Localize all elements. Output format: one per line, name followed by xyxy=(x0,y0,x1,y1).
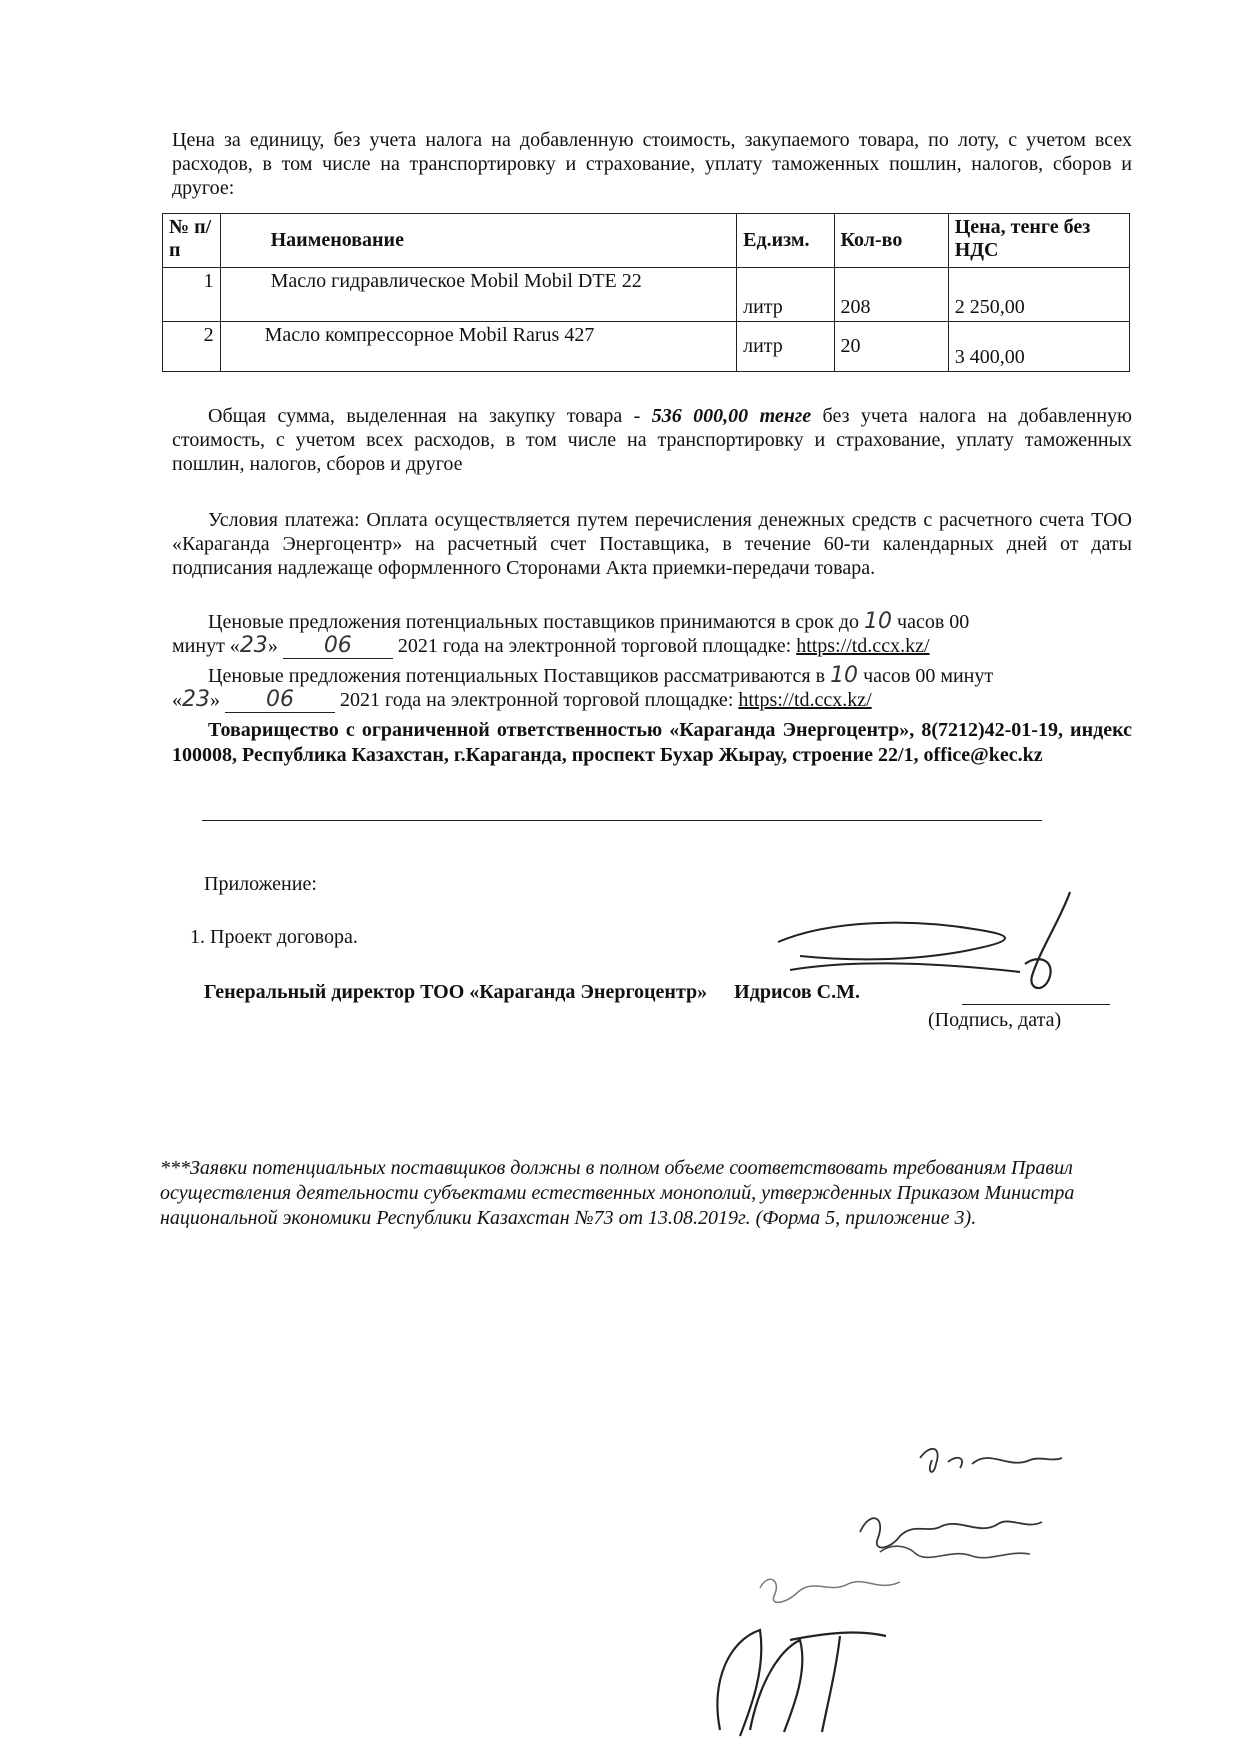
deadline-1-year-text: 2021 года на электронной торговой площадке: xyxy=(397,635,792,657)
deadline-2-month: 06 xyxy=(225,688,335,713)
deadline-1-hour-suffix: часов 00 xyxy=(897,611,970,633)
footnote: ***Заявки потенциальных поставщиков должны в полном объеме соответствовать требованиям Правил осуществления деятельности субъектами естественных монополий, утвержденных Приказом Министра национальной экономики Республики Казахстан №73 от 13.08.2019г. (Форма 5, приложение 3). xyxy=(160,1157,1075,1229)
signature-line xyxy=(962,1004,1110,1005)
appendix-item: 1. Проект договора. xyxy=(190,926,358,948)
company-details: Товарищество с ограниченной ответственностью «Караганда Энергоцентр», 8(7212)42-01-19, индекс 100008, Республика Казахстан, г.Караганда, проспект Бухар Жырау, строение 22/1, office@kec.kz xyxy=(172,719,1132,766)
deadline-1-text: Ценовые предложения потенциальных поставщиков принимаются в срок до xyxy=(208,611,860,633)
row-qty: 208 xyxy=(834,268,948,322)
row-price: 3 400,00 xyxy=(948,322,1129,372)
col-header-qty: Кол-во xyxy=(834,214,948,268)
deadline-2: Ценовые предложения потенциальных Поставщиков рассматриваются в 10 часов 00 минут «23» 06 2021 года на электронной торговой площадке: https://td.ccx.kz/ xyxy=(172,663,994,712)
intro-paragraph: Цена за единицу, без учета налога на добавленную стоимость, закупаемого товара, по лоту, с учетом всех расходов, в том числе на транспортировку и страхование, уплату таможенных пошлин, налогов, сборов и другое: xyxy=(172,129,1132,199)
total-prefix: Общая сумма, выделенная на закупку товара - xyxy=(208,405,652,427)
deadline-2-hour: 10 xyxy=(830,663,859,688)
total-amount: 536 000,00 тенге xyxy=(651,405,812,427)
table-row xyxy=(163,322,1130,372)
row-qty: 20 xyxy=(834,322,948,372)
payment-terms: Условия платежа: Оплата осуществляется путем перечисления денежных средств с расчетного счета ТОО «Караганда Энергоцентр» на расчетный счет Поставщика, в течение 60-ти календарных дней от даты подписания надлежаще оформленного Сторонами Акта приемки-передачи товара. xyxy=(172,509,1132,579)
signatory-position: Генеральный директор ТОО «Караганда Энергоцентр» xyxy=(204,981,708,1003)
appendix-title: Приложение: xyxy=(204,873,317,895)
col-header-name: Наименование xyxy=(220,214,737,268)
col-header-price: Цена, тенге без НДС xyxy=(948,214,1129,268)
signatory-name: Идрисов С.М. xyxy=(734,981,860,1003)
row-num: 2 xyxy=(163,322,221,372)
deadline-1-url-link[interactable]: https://td.ccx.kz/ xyxy=(796,635,930,657)
table-row xyxy=(163,268,1130,322)
deadline-1-day: 23 xyxy=(239,633,268,658)
row-unit: литр xyxy=(737,322,834,372)
deadline-1-month: 06 xyxy=(283,634,393,659)
items-table xyxy=(162,213,1130,372)
deadline-2-hour-suffix: часов 00 минут xyxy=(863,665,994,687)
deadline-1-hour: 10 xyxy=(864,609,893,634)
signature-caption: (Подпись, дата) xyxy=(928,1009,1062,1031)
approval-signatures xyxy=(690,1440,1090,1740)
deadline-2-text: Ценовые предложения потенциальных Поставщиков рассматриваются в xyxy=(208,665,826,687)
deadline-2-day: 23 xyxy=(182,687,210,712)
separator-line xyxy=(202,820,1042,821)
row-name: Масло компрессорное Mobil Rarus 427 xyxy=(220,322,737,372)
deadline-1: Ценовые предложения потенциальных поставщиков принимаются в срок до 10 часов 00 минут «23» 06 2021 года на электронной торговой площадке: https://td.ccx.kz/ xyxy=(172,609,970,658)
total-suffix: без учета налога на добавленную стоимость, с учетом всех расходов, в том числе на транспортировку и страхование, уплату таможенных пошлин, налогов, сборов и другое xyxy=(172,405,1132,475)
row-unit: литр xyxy=(737,268,834,322)
col-header-num: № п/п xyxy=(163,214,221,268)
deadline-2-url-link[interactable]: https://td.ccx.kz/ xyxy=(738,689,872,711)
col-header-unit: Ед.изм. xyxy=(737,214,834,268)
row-num: 1 xyxy=(163,268,221,322)
deadline-1-minutes-label: минут « xyxy=(172,635,240,657)
row-price: 2 250,00 xyxy=(948,268,1129,322)
deadline-2-year-text: 2021 года на электронной торговой площадке: xyxy=(340,689,734,711)
total-paragraph xyxy=(172,404,1132,476)
row-name: Масло гидравлическое Mobil Mobil DTE 22 xyxy=(220,268,737,322)
signatory-block xyxy=(204,980,1144,1004)
table-header-row xyxy=(163,214,1130,268)
